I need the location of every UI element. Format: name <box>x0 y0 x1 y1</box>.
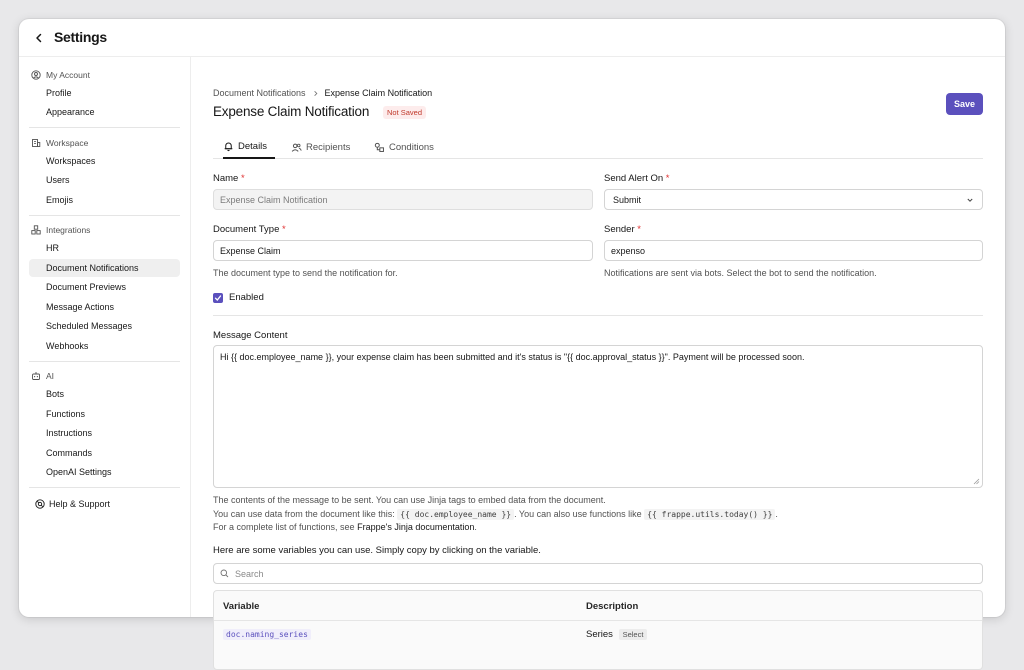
variables-table <box>213 590 983 670</box>
document-type-field[interactable]: Expense Claim <box>213 240 593 261</box>
sidebar-section-my-account <box>31 67 180 82</box>
sidebar-item-webhooks[interactable]: Webhooks <box>46 340 89 351</box>
variables-search-input[interactable] <box>213 563 983 584</box>
description-line: You can use data from the document like this: {{ doc.employee_name }} . You can also use functions like {{ frappe.utils.today() }} . <box>213 508 778 519</box>
help-support-link[interactable] <box>29 495 180 513</box>
message-content-label: Message Content <box>213 330 288 341</box>
sidebar-item-commands[interactable]: Commands <box>46 447 93 458</box>
variables-intro: Here are some variables you can use. Simply copy by clicking on the variable. <box>213 545 541 556</box>
tab-label: Conditions <box>389 142 434 153</box>
building-icon <box>31 138 41 148</box>
tab-bar <box>213 136 983 159</box>
sidebar-item-message-actions[interactable]: Message Actions <box>46 301 115 312</box>
section-divider <box>213 315 983 316</box>
variable-chip[interactable]: doc.naming_series <box>223 629 311 640</box>
breadcrumb-current: Expense Claim Notification <box>324 88 433 98</box>
sidebar-item-document-notifications[interactable]: Document Notifications <box>29 259 180 277</box>
sidebar-item-functions[interactable]: Functions <box>46 408 86 419</box>
message-content-value: Hi {{ doc.employee_name }}, your expense claim has been submitted and it's status is "{{ doc.approval_status }}". Payment will be processed soon. <box>220 352 805 362</box>
sidebar-section-integrations <box>31 223 180 238</box>
users-icon <box>291 142 302 153</box>
tab-details[interactable] <box>223 136 275 159</box>
breadcrumb-parent-link[interactable]: Document Notifications <box>213 88 306 98</box>
enabled-checkbox[interactable] <box>213 293 223 303</box>
table-divider <box>214 620 982 621</box>
sender-help: Notifications are sent via bots. Select the bot to send the notification. <box>604 268 877 278</box>
chevron-right-icon <box>312 90 319 97</box>
sidebar-divider <box>29 361 180 362</box>
settings-sidebar <box>19 57 191 617</box>
sidebar-section-ai <box>31 369 180 384</box>
sidebar-item-openai-settings[interactable]: OpenAI Settings <box>46 467 112 477</box>
help-icon <box>35 499 45 509</box>
check-icon <box>214 294 222 302</box>
bot-icon <box>31 371 41 381</box>
tab-label: Details <box>238 141 268 152</box>
back-button[interactable] <box>31 30 47 46</box>
sender-label: Sender * <box>604 224 641 235</box>
enabled-label: Enabled <box>229 292 264 303</box>
sidebar-item-profile[interactable]: Profile <box>46 87 72 98</box>
send-alert-on-select[interactable] <box>604 189 983 210</box>
variable-type-badge: Select <box>619 629 648 640</box>
settings-header <box>19 19 1005 57</box>
sidebar-item-document-previews[interactable]: Document Previews <box>46 282 127 292</box>
conditions-icon <box>374 142 385 153</box>
sidebar-divider <box>29 127 180 128</box>
search-icon <box>220 569 229 578</box>
sidebar-divider <box>29 487 180 488</box>
send-alert-on-value: Submit <box>613 194 642 205</box>
sidebar-section-title: Integrations <box>46 225 91 235</box>
resize-handle-icon[interactable] <box>973 478 980 485</box>
sender-field[interactable]: expenso <box>604 240 983 261</box>
sidebar-section-title: My Account <box>46 69 90 80</box>
search-placeholder: Search <box>235 568 264 579</box>
sidebar-section-workspace <box>31 135 180 150</box>
tab-conditions[interactable] <box>374 136 434 159</box>
document-type-help: The document type to send the notification for. <box>213 268 398 278</box>
tab-recipients[interactable] <box>291 136 350 159</box>
sidebar-item-workspaces[interactable]: Workspaces <box>46 155 96 166</box>
name-label: Name * <box>213 173 245 184</box>
sidebar-item-hr[interactable]: HR <box>46 243 59 253</box>
document-type-label: Document Type * <box>213 224 286 235</box>
sidebar-item-instructions[interactable]: Instructions <box>46 428 93 438</box>
status-badge: Not Saved <box>383 106 426 119</box>
settings-title: Settings <box>54 29 107 45</box>
user-circle-icon <box>31 70 41 80</box>
description-line: The contents of the message to be sent. You can use Jinja tags to embed data from the document. <box>213 495 606 505</box>
sidebar-item-users[interactable]: Users <box>46 175 70 185</box>
sidebar-item-appearance[interactable]: Appearance <box>46 107 95 117</box>
help-support-label: Help & Support <box>49 499 111 509</box>
send-alert-on-label: Send Alert On * <box>604 173 670 184</box>
main-content <box>213 57 983 640</box>
integrations-icon <box>31 225 41 235</box>
message-content-textarea[interactable] <box>213 345 983 488</box>
page-title: Expense Claim Notification <box>213 104 370 119</box>
settings-window <box>19 19 1005 640</box>
name-field: Expense Claim Notification <box>213 189 593 210</box>
sidebar-item-scheduled-messages[interactable]: Scheduled Messages <box>46 321 133 331</box>
chevron-left-icon <box>34 33 44 43</box>
sidebar-item-bots[interactable]: Bots <box>46 389 65 399</box>
jinja-docs-link[interactable]: Frappe's Jinja documentation <box>357 522 475 532</box>
column-header-description: Description <box>586 601 639 612</box>
variable-description: Series Select <box>586 629 647 640</box>
bell-icon <box>223 141 234 152</box>
message-description <box>213 494 778 535</box>
description-line: For a complete list of functions, see Frappe's Jinja documentation. <box>213 522 477 532</box>
sidebar-section-title: Workspace <box>46 137 89 148</box>
column-header-variable: Variable <box>223 601 260 612</box>
save-button[interactable]: Save <box>946 93 983 115</box>
sidebar-divider <box>29 215 180 216</box>
code-snippet: {{ frappe.utils.today() }} <box>644 509 775 520</box>
breadcrumb <box>213 88 432 98</box>
chevron-down-icon <box>966 196 974 204</box>
enabled-row <box>213 292 264 303</box>
code-snippet: {{ doc.employee_name }} <box>397 509 514 520</box>
sidebar-section-title: AI <box>46 371 55 381</box>
sidebar-item-emojis[interactable]: Emojis <box>46 194 74 205</box>
tab-label: Recipients <box>306 142 351 153</box>
